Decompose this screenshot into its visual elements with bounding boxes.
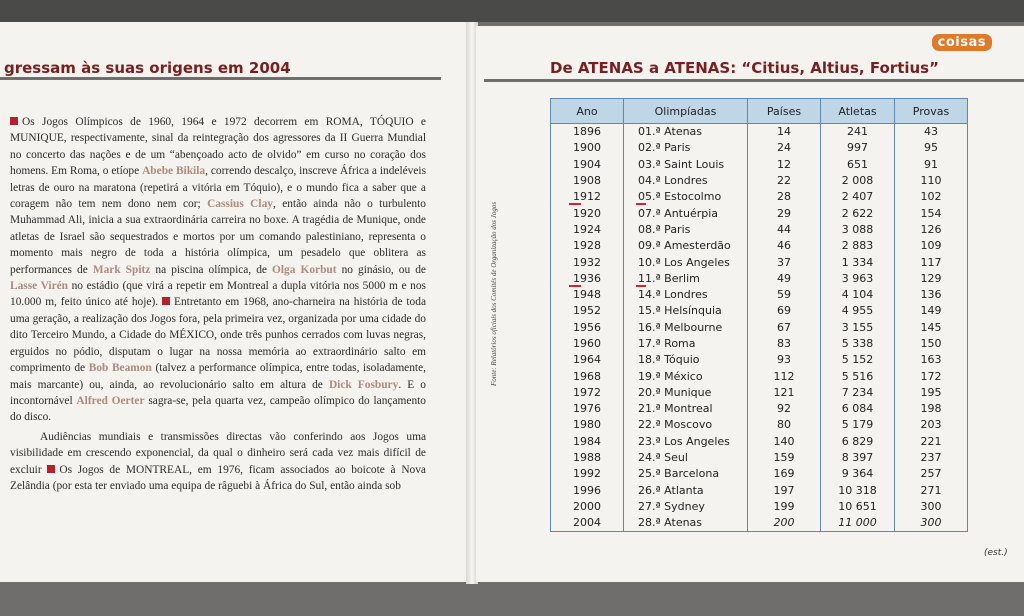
events-cell: 102	[895, 189, 968, 205]
table-row	[551, 401, 968, 417]
events-cell: 91	[895, 157, 968, 173]
text-run: Entretanto em 1968, ano-charneira na história de toda uma geração, a realização dos Jogos fora, pela primeira vez, organizada por uma cidade do dito Terceiro Mundo, a Cidade do MÉXICO, onde três punhos cerrados com luvas negras, erguidos no pódio, disputam o lugar na nossa memória ao extraordinário salto em comprimento de	[10, 296, 426, 375]
table-row	[551, 450, 968, 466]
left-page	[0, 22, 468, 582]
table-row	[551, 303, 968, 319]
red-underline-mark	[569, 285, 581, 287]
year-cell: 1900	[551, 140, 624, 156]
table-row	[551, 254, 968, 270]
olympiad-cell: 22.ª Moscovo	[624, 417, 748, 433]
red-underline-mark	[636, 203, 646, 205]
events-cell: 198	[895, 401, 968, 417]
olympiad-cell: 03.ª Saint Louis	[624, 157, 748, 173]
athletes-cell: 8 397	[821, 450, 895, 466]
olympiad-cell: 18.ª Tóquio	[624, 352, 748, 368]
athlete-name: Bob Beamon	[88, 362, 152, 375]
countries-cell: 93	[748, 352, 821, 368]
countries-cell: 200	[748, 515, 821, 532]
table-row	[551, 434, 968, 450]
countries-cell: 49	[748, 271, 821, 287]
table-row	[551, 352, 968, 368]
countries-cell: 199	[748, 499, 821, 515]
red-square-bullet-icon	[162, 297, 170, 305]
countries-cell: 69	[748, 303, 821, 319]
countries-cell: 159	[748, 450, 821, 466]
text-run: , correndo descalço, inscreve África a indeléveis letras de ouro na maratona (repetirá a vitória em Tóquio), e o mundo fica a saber que a coragem não tem nem dono nem cor;	[10, 165, 427, 211]
estimate-note: (est.)	[984, 548, 1008, 558]
events-cell: 149	[895, 303, 968, 319]
events-cell: 126	[895, 222, 968, 238]
right-heading-rule	[484, 79, 1024, 82]
athletes-cell: 5 338	[821, 336, 895, 352]
year-cell: 1920	[551, 205, 624, 221]
countries-cell: 46	[748, 238, 821, 254]
right-page	[476, 26, 1024, 582]
athlete-name: Olga Korbut	[272, 263, 337, 276]
events-cell: 95	[895, 140, 968, 156]
events-cell: 300	[895, 499, 968, 515]
athlete-name: Alfred Oerter	[76, 394, 145, 407]
countries-cell: 92	[748, 401, 821, 417]
athlete-name: Cassius Clay	[207, 198, 273, 211]
events-cell: 129	[895, 271, 968, 287]
red-underline-mark	[569, 203, 581, 205]
table-row	[551, 189, 968, 205]
article-paragraph	[10, 114, 426, 426]
year-cell: 1992	[551, 466, 624, 482]
olympics-table	[550, 98, 968, 532]
year-cell: 1960	[551, 336, 624, 352]
athletes-cell: 10 318	[821, 483, 895, 499]
athlete-name: Mark Spitz	[92, 263, 151, 276]
article-paragraph	[10, 429, 426, 495]
athletes-cell: 241	[821, 124, 895, 141]
countries-cell: 121	[748, 385, 821, 401]
text-run: Os Jogos Olímpicos de 1960, 1964 e 1972 decorrem em ROMA, TÓQUIO e MUNIQUE, respectivamente, sinal da reintegração dos agressores da II Guerra Mundial no concerto das nações e de um “abençoado acto de olvido” em curso no coração dos homens. Em Roma, o etíope	[10, 116, 426, 178]
year-cell: 1972	[551, 385, 624, 401]
events-cell: 145	[895, 320, 968, 336]
countries-cell: 80	[748, 417, 821, 433]
table-row	[551, 417, 968, 433]
year-cell: 1928	[551, 238, 624, 254]
events-cell: 195	[895, 385, 968, 401]
events-cell: 203	[895, 417, 968, 433]
year-cell: 1948	[551, 287, 624, 303]
countries-cell: 59	[748, 287, 821, 303]
year-cell: 1980	[551, 417, 624, 433]
athletes-cell: 6 084	[821, 401, 895, 417]
header-atletas: Atletas	[821, 99, 895, 124]
olympiad-cell: 01.ª Atenas	[624, 124, 748, 141]
athletes-cell: 10 651	[821, 499, 895, 515]
olympiad-cell: 19.ª México	[624, 368, 748, 384]
athletes-cell: 3 155	[821, 320, 895, 336]
header-olimpiadas: Olimpíadas	[624, 99, 748, 124]
countries-cell: 14	[748, 124, 821, 141]
events-cell: 163	[895, 352, 968, 368]
athletes-cell: 1 334	[821, 254, 895, 270]
scan-background	[0, 0, 1024, 22]
text-run: no estádio (que virá a repetir em Montreal a dupla vitória nos 5000 m e nos 10.000 m, feito único até hoje).	[10, 280, 426, 309]
events-cell: 136	[895, 287, 968, 303]
olympiad-cell: 16.ª Melbourne	[624, 320, 748, 336]
olympiad-cell: 23.ª Los Angeles	[624, 434, 748, 450]
olympiad-cell: 21.ª Montreal	[624, 401, 748, 417]
olympiad-cell: 14.ª Londres	[624, 287, 748, 303]
red-square-bullet-icon	[47, 465, 55, 473]
table-body	[551, 124, 968, 532]
countries-cell: 22	[748, 173, 821, 189]
countries-cell: 12	[748, 157, 821, 173]
coisas-logo: coisas	[932, 34, 992, 51]
article-body	[10, 114, 426, 494]
athletes-cell: 4 955	[821, 303, 895, 319]
athletes-cell: 4 104	[821, 287, 895, 303]
year-cell: 1964	[551, 352, 624, 368]
countries-cell: 197	[748, 483, 821, 499]
text-run: sagra-se, pela quarta vez, campeão olímpico do lançamento do disco.	[10, 394, 426, 424]
countries-cell: 112	[748, 368, 821, 384]
table-row	[551, 499, 968, 515]
year-cell: 1932	[551, 254, 624, 270]
countries-cell: 37	[748, 254, 821, 270]
athletes-cell: 9 364	[821, 466, 895, 482]
table-row	[551, 320, 968, 336]
athletes-cell: 3 963	[821, 271, 895, 287]
table-header-row	[551, 99, 968, 124]
year-cell: 1996	[551, 483, 624, 499]
right-page-heading: De ATENAS a ATENAS: “Citius, Altius, Fortius”	[550, 59, 939, 77]
athletes-cell: 2 622	[821, 205, 895, 221]
table-row	[551, 287, 968, 303]
events-cell: 154	[895, 205, 968, 221]
table-row	[551, 124, 968, 141]
table-row	[551, 205, 968, 221]
athletes-cell: 5 152	[821, 352, 895, 368]
olympiad-cell: 27.ª Sydney	[624, 499, 748, 515]
countries-cell: 44	[748, 222, 821, 238]
events-cell: 300	[895, 515, 968, 532]
events-cell: 237	[895, 450, 968, 466]
text-run: Audiências mundiais e transmissões directas vão conferindo aos Jogos uma visibilidade em crescendo exponencial, da qual o dinheiro será cada vez mais difícil de excluir	[10, 430, 426, 476]
athletes-cell: 997	[821, 140, 895, 156]
table-row	[551, 368, 968, 384]
text-run: no ginásio, ou de	[336, 263, 426, 276]
olympiad-cell: 25.ª Barcelona	[624, 466, 748, 482]
olympiad-cell: 10.ª Los Angeles	[624, 254, 748, 270]
table-row	[551, 336, 968, 352]
events-cell: 109	[895, 238, 968, 254]
olympiad-cell: 17.ª Roma	[624, 336, 748, 352]
countries-cell: 24	[748, 140, 821, 156]
year-cell: 1952	[551, 303, 624, 319]
table-row	[551, 238, 968, 254]
countries-cell: 67	[748, 320, 821, 336]
athletes-cell: 3 088	[821, 222, 895, 238]
athletes-cell: 6 829	[821, 434, 895, 450]
olympiad-cell: 07.ª Antuérpia	[624, 205, 748, 221]
events-cell: 110	[895, 173, 968, 189]
events-cell: 257	[895, 466, 968, 482]
athlete-name: Lasse Virén	[10, 280, 69, 293]
athletes-cell: 5 179	[821, 417, 895, 433]
red-underline-mark	[636, 285, 646, 287]
athletes-cell: 2 407	[821, 189, 895, 205]
table-row	[551, 483, 968, 499]
olympiad-cell: 24.ª Seul	[624, 450, 748, 466]
left-heading-rule	[0, 77, 441, 80]
year-cell: 2000	[551, 499, 624, 515]
athletes-cell: 7 234	[821, 385, 895, 401]
year-cell: 1968	[551, 368, 624, 384]
athletes-cell: 5 516	[821, 368, 895, 384]
year-cell: 1912	[551, 189, 624, 205]
events-cell: 150	[895, 336, 968, 352]
year-cell: 1936	[551, 271, 624, 287]
olympiad-cell: 26.ª Atlanta	[624, 483, 748, 499]
year-cell: 1908	[551, 173, 624, 189]
athletes-cell: 11 000	[821, 515, 895, 532]
year-cell: 1956	[551, 320, 624, 336]
countries-cell: 29	[748, 205, 821, 221]
table-row	[551, 157, 968, 173]
events-cell: 271	[895, 483, 968, 499]
table-row	[551, 271, 968, 287]
athletes-cell: 2 008	[821, 173, 895, 189]
athletes-cell: 2 883	[821, 238, 895, 254]
athletes-cell: 651	[821, 157, 895, 173]
text-run: , então ainda não o turbulento Muhammad Ali, inicia a sua extraordinária carreira no boxe. A tragédia de Munique, onde atletas de Israel são sequestrados e mortos por um comando palestiniano, representa o momento mais negro de toda a história olímpica, um pesadelo que oblitera as performances de	[10, 198, 426, 276]
table-row	[551, 385, 968, 401]
olympiad-cell: 05.ª Estocolmo	[624, 189, 748, 205]
olympiad-cell: 11.ª Berlim	[624, 271, 748, 287]
olympiad-cell: 08.ª Paris	[624, 222, 748, 238]
events-cell: 172	[895, 368, 968, 384]
header-paises: Países	[748, 99, 821, 124]
olympiad-cell: 09.ª Amesterdão	[624, 238, 748, 254]
year-cell: 1904	[551, 157, 624, 173]
olympiad-cell: 20.ª Munique	[624, 385, 748, 401]
table-row	[551, 140, 968, 156]
events-cell: 117	[895, 254, 968, 270]
events-cell: 221	[895, 434, 968, 450]
olympiad-cell: 04.ª Londres	[624, 173, 748, 189]
table-row	[551, 466, 968, 482]
athlete-name: Abebe Bikila	[142, 165, 206, 178]
table-row	[551, 515, 968, 532]
countries-cell: 83	[748, 336, 821, 352]
year-cell: 1896	[551, 124, 624, 141]
year-cell: 1984	[551, 434, 624, 450]
text-run: na piscina olímpica, de	[150, 263, 273, 276]
text-run: Os Jogos de MONTREAL, em 1976, ficam associados ao boicote à Nova Zelândia (por esta ter enviado uma equipa de râguebi à África do Sul, então ainda sob	[10, 463, 426, 492]
header-ano: Ano	[551, 99, 624, 124]
table-row	[551, 173, 968, 189]
year-cell: 1924	[551, 222, 624, 238]
events-cell: 43	[895, 124, 968, 141]
olympiad-cell: 15.ª Helsínquia	[624, 303, 748, 319]
red-square-bullet-icon	[10, 117, 18, 125]
countries-cell: 169	[748, 466, 821, 482]
olympiad-cell: 02.ª Paris	[624, 140, 748, 156]
text-run: (talvez a performance olímpica, entre todas, isoladamente, mais marcante) ou, ainda, ao revolucionário salto em altura de	[10, 362, 427, 391]
left-page-heading: gressam às suas origens em 2004	[4, 59, 291, 77]
countries-cell: 140	[748, 434, 821, 450]
year-cell: 1988	[551, 450, 624, 466]
countries-cell: 28	[748, 189, 821, 205]
source-note: Fonte: Relatórios oficiais dos Comités de Organização dos Jogos	[490, 201, 498, 386]
year-cell: 1976	[551, 401, 624, 417]
olympiad-cell: 28.ª Atenas	[624, 515, 748, 532]
table-row	[551, 222, 968, 238]
year-cell: 2004	[551, 515, 624, 532]
text-run: . E o incontornável	[10, 378, 426, 407]
athlete-name: Dick Fosbury	[328, 378, 399, 391]
header-provas: Provas	[895, 99, 968, 124]
